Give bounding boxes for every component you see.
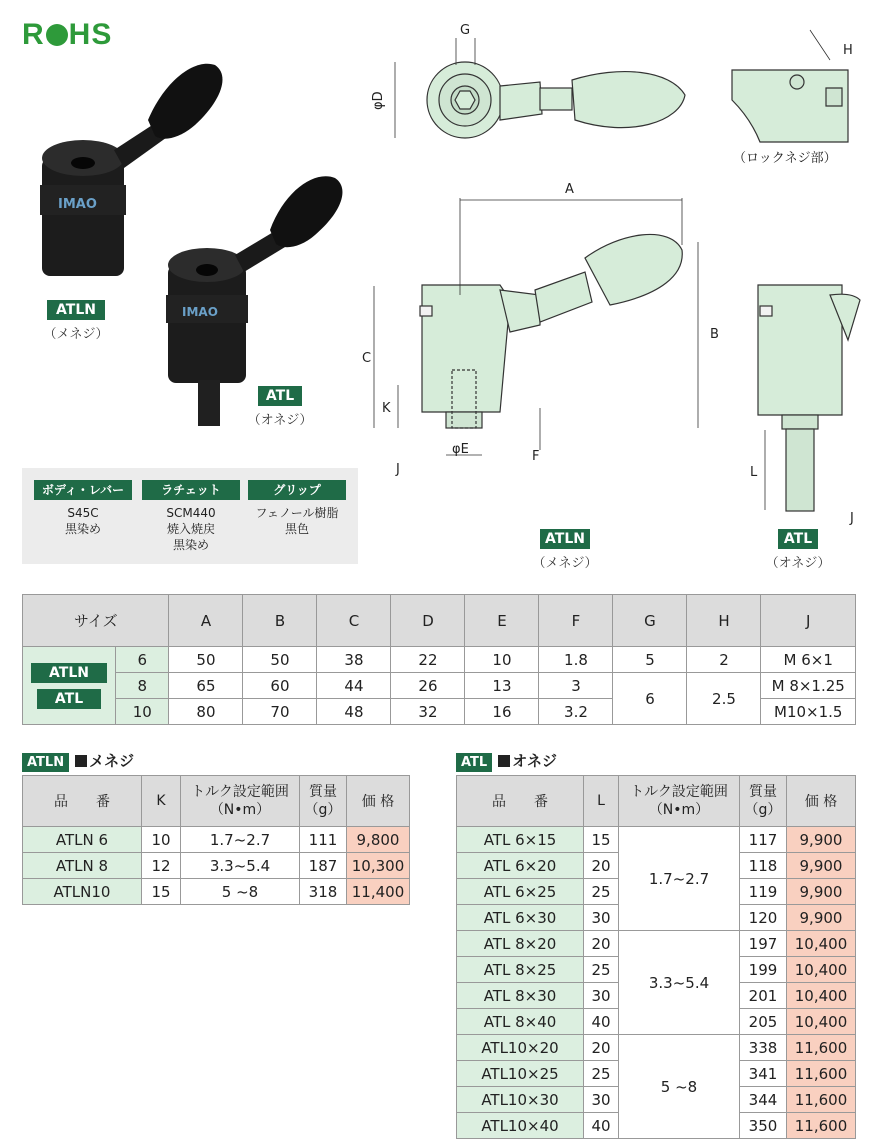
spec-d: 32: [391, 699, 465, 725]
atl-price: 10,400: [787, 1009, 856, 1035]
rohs-logo: [22, 18, 112, 52]
spec-h-merged: 2.5: [687, 673, 761, 725]
atln-torque: 3.3~5.4: [181, 853, 300, 879]
atl-l: 20: [584, 931, 619, 957]
atln-price: 9,800: [347, 827, 410, 853]
atl-table: [456, 775, 856, 1139]
atl-l: 30: [584, 1087, 619, 1113]
atl-l: 40: [584, 1113, 619, 1139]
dim-k: K: [382, 401, 391, 416]
atln-photo: [40, 64, 222, 276]
spec-row: [23, 647, 856, 673]
atln-header-row: [23, 776, 410, 827]
spec-head-c: C: [317, 595, 391, 647]
atln-head-torque: トルク設定範囲 （N•m）: [181, 776, 300, 827]
material-body-line-1: S45C: [67, 506, 99, 520]
atl-mass: 338: [740, 1035, 787, 1061]
spec-head-size: サイズ: [23, 595, 169, 647]
atl-code: ATL 6×30: [457, 905, 584, 931]
atl-l: 20: [584, 853, 619, 879]
spec-header-row: [23, 595, 856, 647]
atl-photo-caption: （オネジ）: [247, 413, 313, 428]
spec-size: 6: [116, 647, 169, 673]
spec-head-e: E: [465, 595, 539, 647]
atl-code: ATL 8×30: [457, 983, 584, 1009]
spec-size: 8: [116, 673, 169, 699]
spec-table: [22, 594, 856, 725]
material-body-lines: [34, 505, 132, 537]
dim-f: F: [532, 449, 540, 464]
dim-g: G: [460, 23, 471, 38]
spec-h: 2: [687, 647, 761, 673]
atl-mass: 205: [740, 1009, 787, 1035]
table-row: [457, 1035, 856, 1061]
spec-e: 10: [465, 647, 539, 673]
atln-code: ATLN10: [23, 879, 142, 905]
material-ratchet-line-3: 黒染め: [172, 538, 209, 552]
atl-mass: 118: [740, 853, 787, 879]
spec-head-d: D: [391, 595, 465, 647]
atl-price: 11,600: [787, 1061, 856, 1087]
table-row: [457, 827, 856, 853]
material-body-line-2: 黒染め: [64, 522, 101, 536]
atln-drawing-caption: （メネジ）: [532, 556, 598, 571]
dim-h: H: [843, 43, 853, 58]
dim-e: φE: [452, 442, 469, 457]
material-head-grip: グリップ: [248, 480, 346, 500]
atln-table: [22, 775, 410, 905]
spec-j: M10×1.5: [761, 699, 856, 725]
atln-photo-brand: IMAO: [58, 197, 97, 212]
atln-k: 12: [142, 853, 181, 879]
atln-head-price: 価 格: [347, 776, 410, 827]
atl-photo: [166, 176, 342, 426]
lock-screw-caption: （ロックネジ部）: [733, 151, 837, 166]
atl-code: ATL10×20: [457, 1035, 584, 1061]
atl-code: ATL 6×25: [457, 879, 584, 905]
atl-torque: 1.7~2.7: [619, 827, 740, 931]
spec-g-merged: 6: [613, 673, 687, 725]
atl-head-mass: 質量 （g）: [740, 776, 787, 827]
spec-j: M 8×1.25: [761, 673, 856, 699]
atl-l: 25: [584, 879, 619, 905]
atl-head-torque: トルク設定範囲 （N•m）: [619, 776, 740, 827]
atln-code: ATLN 6: [23, 827, 142, 853]
atl-price: 9,900: [787, 879, 856, 905]
spec-a: 80: [169, 699, 243, 725]
dim-b: B: [710, 327, 719, 342]
atl-code: ATL 8×25: [457, 957, 584, 983]
atl-l: 15: [584, 827, 619, 853]
atl-drawing-caption: （オネジ）: [765, 556, 831, 571]
atl-tag: ATL: [456, 753, 492, 772]
atl-mass: 199: [740, 957, 787, 983]
spec-series-cell: [23, 647, 116, 725]
atl-l: 30: [584, 905, 619, 931]
atl-mass: 341: [740, 1061, 787, 1087]
material-grip-line-1: フェノール樹脂: [255, 506, 339, 520]
atl-price: 10,400: [787, 983, 856, 1009]
spec-b: 60: [243, 673, 317, 699]
atl-mass: 201: [740, 983, 787, 1009]
spec-b: 50: [243, 647, 317, 673]
table-row: [23, 853, 410, 879]
spec-a: 50: [169, 647, 243, 673]
materials-box: [22, 468, 358, 564]
spec-row: [23, 673, 856, 699]
atl-torque: 5 ~8: [619, 1035, 740, 1139]
spec-g: 5: [613, 647, 687, 673]
spec-series-atl: ATL: [37, 689, 101, 709]
material-ratchet-line-2: 焼入焼戻: [166, 522, 215, 536]
spec-head-a: A: [169, 595, 243, 647]
atln-k: 10: [142, 827, 181, 853]
spec-c: 44: [317, 673, 391, 699]
spec-a: 65: [169, 673, 243, 699]
spec-d: 22: [391, 647, 465, 673]
spec-c: 48: [317, 699, 391, 725]
atl-mass: 117: [740, 827, 787, 853]
atln-photo-caption: （メネジ）: [43, 327, 109, 342]
atl-price: 11,600: [787, 1113, 856, 1139]
atl-price: 10,400: [787, 931, 856, 957]
atln-mass: 111: [300, 827, 347, 853]
spec-head-f: F: [539, 595, 613, 647]
table-row: [23, 879, 410, 905]
table-row: [457, 931, 856, 957]
dim-d: φD: [371, 91, 386, 110]
atl-code: ATL 8×40: [457, 1009, 584, 1035]
material-ratchet-lines: [142, 505, 240, 553]
dim-l: L: [750, 465, 758, 480]
atln-head-k: K: [142, 776, 181, 827]
spec-series-atln: ATLN: [31, 663, 107, 683]
spec-c: 38: [317, 647, 391, 673]
atl-l: 20: [584, 1035, 619, 1061]
atl-price: 11,600: [787, 1087, 856, 1113]
spec-j: M 6×1: [761, 647, 856, 673]
atl-head-l: L: [584, 776, 619, 827]
dim-a: A: [565, 182, 574, 197]
atln-tag: ATLN: [22, 753, 69, 772]
atl-l: 30: [584, 983, 619, 1009]
atl-l: 40: [584, 1009, 619, 1035]
atln-k: 15: [142, 879, 181, 905]
atl-head-code: 品 番: [457, 776, 584, 827]
atl-l: 25: [584, 1061, 619, 1087]
atl-code: ATL 6×20: [457, 853, 584, 879]
atl-head-price: 価 格: [787, 776, 856, 827]
atl-code: ATL10×30: [457, 1087, 584, 1113]
atln-photo-badge: ATLN: [47, 300, 105, 320]
atln-torque: 1.7~2.7: [181, 827, 300, 853]
spec-head-j: J: [761, 595, 856, 647]
atl-photo-brand: IMAO: [182, 305, 218, 319]
dim-c: C: [362, 351, 372, 366]
material-grip-line-2: 黒色: [284, 522, 309, 536]
material-head-body: ボディ・レバー: [34, 480, 132, 500]
atl-price: 9,900: [787, 905, 856, 931]
spec-head-b: B: [243, 595, 317, 647]
atl-mass: 119: [740, 879, 787, 905]
atl-price: 9,900: [787, 827, 856, 853]
atln-mass: 318: [300, 879, 347, 905]
atl-code: ATL10×25: [457, 1061, 584, 1087]
table-row: [23, 827, 410, 853]
atln-drawing-badge: ATLN: [540, 529, 590, 549]
spec-f: 3.2: [539, 699, 613, 725]
atln-section-title: [22, 750, 134, 772]
atln-torque: 5 ~8: [181, 879, 300, 905]
atln-mass: 187: [300, 853, 347, 879]
atl-code: ATL10×40: [457, 1113, 584, 1139]
material-ratchet-line-1: SCM440: [166, 506, 216, 520]
atln-head-code: 品 番: [23, 776, 142, 827]
atl-price: 9,900: [787, 853, 856, 879]
product-photos: [30, 60, 360, 440]
spec-b: 70: [243, 699, 317, 725]
dim-j-front: J: [396, 462, 400, 477]
spec-e: 16: [465, 699, 539, 725]
atl-drawing-badge: ATL: [778, 529, 818, 549]
atl-l: 25: [584, 957, 619, 983]
atln-title: メネジ: [89, 752, 135, 770]
spec-size: 10: [116, 699, 169, 725]
spec-f: 1.8: [539, 647, 613, 673]
material-head-ratchet: ラチェット: [142, 480, 240, 500]
dim-j-side: J: [850, 511, 854, 526]
spec-head-h: H: [687, 595, 761, 647]
rohs-logo-text: R HS: [22, 18, 113, 51]
atl-price: 11,600: [787, 1035, 856, 1061]
atl-mass: 197: [740, 931, 787, 957]
spec-head-g: G: [613, 595, 687, 647]
atl-torque: 3.3~5.4: [619, 931, 740, 1035]
atl-mass: 120: [740, 905, 787, 931]
atln-code: ATLN 8: [23, 853, 142, 879]
atl-title: オネジ: [512, 752, 558, 770]
atl-code: ATL 8×20: [457, 931, 584, 957]
spec-e: 13: [465, 673, 539, 699]
atl-mass: 344: [740, 1087, 787, 1113]
atl-mass: 350: [740, 1113, 787, 1139]
material-grip-lines: [248, 505, 346, 537]
spec-f: 3: [539, 673, 613, 699]
atln-price: 10,300: [347, 853, 410, 879]
atl-header-row: [457, 776, 856, 827]
atl-photo-badge: ATL: [258, 386, 302, 406]
atln-price: 11,400: [347, 879, 410, 905]
atl-code: ATL 6×15: [457, 827, 584, 853]
technical-drawing: [360, 10, 870, 580]
atl-section-title: [456, 750, 557, 772]
atl-price: 10,400: [787, 957, 856, 983]
spec-d: 26: [391, 673, 465, 699]
atln-head-mass: 質量 （g）: [300, 776, 347, 827]
